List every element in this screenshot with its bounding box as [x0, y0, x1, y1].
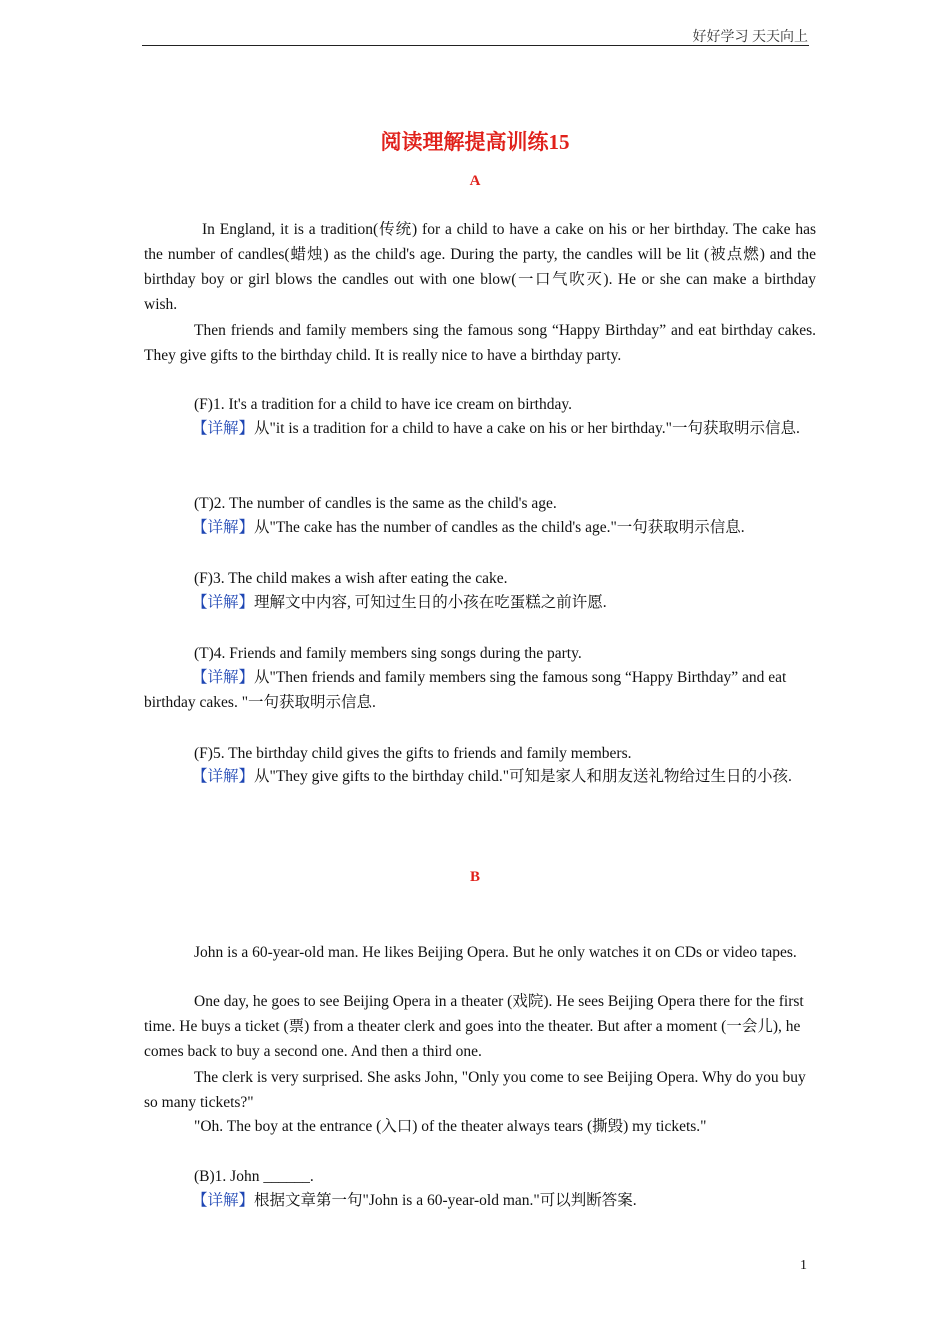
- explanation-tag: 【详解】: [192, 768, 255, 785]
- section-a-label: A: [469, 173, 481, 189]
- explanation-text: 从"Then friends and family members sing the famous song “Happy Birthday” and eat birthday cakes. "一句获取明示信息.: [144, 669, 787, 711]
- explanation-a-1: [144, 416, 816, 441]
- explanation-a-5: [144, 764, 816, 789]
- question-b-1: (B)1. John ______.: [194, 1168, 314, 1185]
- passage-b-para-1: John is a 60-year-old man. He likes Beijing Opera. But he only watches it on CDs or video tapes.: [194, 944, 797, 961]
- passage-b-para-2: One day, he goes to see Beijing Opera in a theater (戏院). He sees Beijing Opera there for the first time. He buys a ticket (票) from a theater clerk and goes into the theater. But after a moment (一会儿), he comes back to buy a second one. And then a third one.: [144, 993, 804, 1060]
- passage-b-para-4: "Oh. The boy at the entrance (入口) of the theater always tears (撕毁) my tickets.": [194, 1118, 707, 1135]
- explanation-tag: 【详解】: [192, 1192, 255, 1209]
- explanation-text: 根据文章第一句"John is a 60-year-old man."可以判断答案.: [254, 1192, 637, 1209]
- explanation-text: 从"The cake has the number of candles as the child's age."一句获取明示信息.: [254, 519, 745, 536]
- explanation-text: 从"it is a tradition for a child to have a cake on his or her birthday."一句获取明示信息.: [254, 420, 800, 437]
- explanation-tag: 【详解】: [192, 420, 255, 437]
- passage-a-para-1: In England, it is a tradition(传统) for a child to have a cake on his or her birthday. The cake has the number of candles(蜡烛) as the child's age. During the party, the candles will be lit (被点燃) and the birthday boy or girl blows the candles out with one blow(一口气吹灭). He or she can make a birthday wish.: [144, 221, 816, 313]
- section-b-label: B: [469, 869, 480, 885]
- question-a-2: (T)2. The number of candles is the same as the child's age.: [194, 495, 557, 512]
- question-a-5: (F)5. The birthday child gives the gifts to friends and family members.: [194, 745, 632, 762]
- passage-a-para-2: Then friends and family members sing the famous song “Happy Birthday” and eat birthday cakes. They give gifts to the birthday child. It is really nice to have a birthday party.: [144, 322, 816, 364]
- question-a-1: (F)1. It's a tradition for a child to have ice cream on birthday.: [194, 396, 572, 413]
- explanation-text: 理解文中内容, 可知过生日的小孩在吃蛋糕之前许愿.: [254, 594, 607, 611]
- explanation-a-2: [144, 515, 816, 540]
- question-a-4: (T)4. Friends and family members sing songs during the party.: [194, 645, 582, 662]
- explanation-a-4: [144, 665, 816, 715]
- page-number: 1: [800, 1258, 807, 1273]
- question-a-3: (F)3. The child makes a wish after eating the cake.: [194, 570, 508, 587]
- explanation-tag: 【详解】: [192, 669, 255, 686]
- page-header: 好好学习 天天向上: [692, 30, 808, 45]
- page-title: 阅读理解提高训练15: [380, 130, 570, 154]
- explanation-a-3: [144, 590, 816, 615]
- explanation-text: 从"They give gifts to the birthday child."可知是家人和朋友送礼物给过生日的小孩.: [254, 768, 792, 785]
- explanation-tag: 【详解】: [192, 594, 255, 611]
- header-rule: [142, 45, 809, 46]
- passage-b-para-3: The clerk is very surprised. She asks John, "Only you come to see Beijing Opera. Why do you buy so many tickets?": [144, 1069, 806, 1111]
- explanation-tag: 【详解】: [192, 519, 255, 536]
- explanation-b-1: [144, 1188, 816, 1213]
